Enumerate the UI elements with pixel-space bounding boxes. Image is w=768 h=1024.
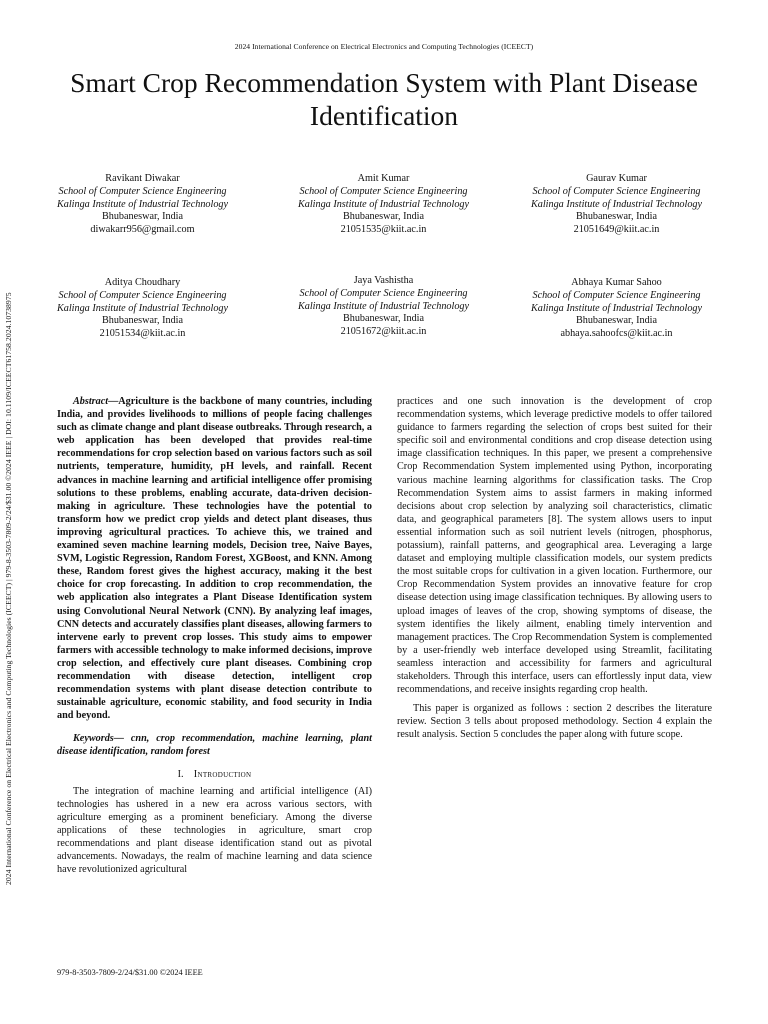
author-dept: School of Computer Science Engineering <box>532 185 701 197</box>
section-title: Introduction <box>193 768 252 780</box>
abstract-text: Agriculture is the backbone of many countries, including India, and provides livelihoods to millions of people facing challenges such as climate change and plant disease outbreaks. Through research, a web application has been developed that provides real-time recommendations for crop selection based on various factors such as soil nutrients, temperature, humidity, pH levels, and rainfall. Recent advances in machine learning and artificial intelligence offer promising solutions to these problems, enabling accurate, data-driven decision-making in agriculture. These technologies have the potential to transform how we predict crop yields and detect plant diseases, thus improving agricultural practices. To achieve this, we trained and examined seven machine learning models, Decision tree, Naive Bayes, SVM, Logistic Regression, Random Forest, XGBoost, and KNN. Among these, Random forest gives the highest accuracy, making it the best choice for crop forecasting. In addition to crop recommendation, the web application also integrates a Plant Disease Identification system using Convolutional Neural Network (CNN). By analyzing leaf images, CNN detects and accurately classifies plant diseases, allowing farmers to intervene early to prevent crop losses. This study aims to empower farmers with accessible technology to make informed decisions, improve crop selection, and effectively cure plant diseases. Combining crop recommendation with disease detection, intelligent crop recommendation systems with plant disease detection contribute to sustainable agriculture, economic stability, and food security in India and beyond. <box>57 396 372 722</box>
author-name: Aditya Choudhary <box>104 277 181 288</box>
author-institute: Kalinga Institute of Industrial Technology <box>297 198 470 210</box>
author-institute: Kalinga Institute of Industrial Technology <box>297 300 470 312</box>
author-name: Amit Kumar <box>357 173 410 184</box>
author-name: Gaurav Kumar <box>586 173 647 184</box>
author-email: 21051649@kiit.ac.in <box>573 224 660 236</box>
author-location: Bhubaneswar, India <box>342 313 425 325</box>
author-location: Bhubaneswar, India <box>342 211 425 223</box>
abstract-label: Abstract <box>73 396 109 407</box>
author-dept: School of Computer Science Engineering <box>58 185 227 197</box>
paper-title: Smart Crop Recommendation System with Plant Disease Identification <box>70 67 698 131</box>
author-block <box>529 277 704 341</box>
section-heading <box>57 768 372 781</box>
keywords-label: Keywords <box>73 733 114 745</box>
author-name: Ravikant Diwakar <box>105 173 180 184</box>
copyright-footer: 979-8-3503-7809-2/24/$31.00 ©2024 IEEE <box>57 968 203 977</box>
author-location: Bhubaneswar, India <box>101 315 184 327</box>
keywords-text: — cnn, crop recommendation, machine learning, plant disease identification, random forest <box>57 733 372 758</box>
author-block <box>296 173 471 237</box>
conference-header: 2024 International Conference on Electrical Electronics and Computing Technologies (ICEECT) <box>234 42 534 51</box>
section-number: I. <box>177 768 184 780</box>
author-institute: Kalinga Institute of Industrial Technology <box>530 198 703 210</box>
author-block <box>529 173 704 237</box>
author-institute: Kalinga Institute of Industrial Technology <box>56 198 229 210</box>
author-location: Bhubaneswar, India <box>575 211 658 223</box>
author-email: 21051672@kiit.ac.in <box>340 326 427 338</box>
side-doi-strip <box>4 110 16 885</box>
intro-paragraph-1: The integration of machine learning and artificial intelligence (AI) technologies has ushered in a new era across various sectors, with agriculture emerging as a prominent beneficiary. Among the diverse applications of these technologies in agriculture, smart crop recommendations and plant disease identification stand out as pivotal advancements. Nowadays, the realm of machine learning and data science have revolutionized agricultural <box>57 785 372 876</box>
author-location: Bhubaneswar, India <box>101 211 184 223</box>
author-name: Jaya Vashistha <box>353 275 414 286</box>
author-email: diwakarr956@gmail.com <box>90 224 195 236</box>
abstract <box>57 395 372 722</box>
author-name: Abhaya Kumar Sahoo <box>571 277 662 288</box>
author-location: Bhubaneswar, India <box>575 315 658 327</box>
author-institute: Kalinga Institute of Industrial Technology <box>530 302 703 314</box>
author-block <box>296 275 471 339</box>
intro-paragraph-2: This paper is organized as follows : section 2 describes the literature review. Section 3 tells about proposed methodology. Section 4 explain the result analysis. Section 5 concludes the paper along with future scope. <box>397 703 712 741</box>
author-institute: Kalinga Institute of Industrial Technology <box>56 302 229 314</box>
author-dept: School of Computer Science Engineering <box>532 289 701 301</box>
left-column <box>57 395 372 876</box>
author-dept: School of Computer Science Engineering <box>299 185 468 197</box>
author-email: abhaya.sahoofcs@kiit.ac.in <box>560 328 673 340</box>
keywords <box>57 732 372 758</box>
author-dept: School of Computer Science Engineering <box>299 287 468 299</box>
abstract-dash: — <box>108 396 119 407</box>
side-doi-text: 2024 International Conference on Electrical Electronics and Computing Technologies (ICEECT) | 979-8-3503-7809-2/24/$31.00 ©2024 IEEE | DOI: 10.1109/ICEECT61758.2024.10738975 <box>4 292 13 885</box>
author-block <box>55 173 230 237</box>
author-dept: School of Computer Science Engineering <box>58 289 227 301</box>
right-column <box>397 395 712 741</box>
author-block <box>55 277 230 341</box>
author-email: 21051534@kiit.ac.in <box>99 328 186 340</box>
author-email: 21051535@kiit.ac.in <box>340 224 427 236</box>
intro-paragraph-1-continued: practices and one such innovation is the development of crop recommendation systems, which leverage predictive models to offer tailored guidance to farmers regarding the selection of crops best suited for their specific soil and environmental conditions and crop disease detection using image classification techniques. In this paper, we present a comprehensive Crop Recommendation System implemented using Python, incorporating various machine learning algorithms for classification tasks. The Crop Recommendation System aims to assist farmers in making informed decisions about crop selection by analyzing soil characteristics, climatic data, and geographical parameters [8]. The system allows users to input essential information such as soil nutrient levels (nitrogen, phosphorus, potassium), rainfall patterns, and geographical area. Leveraging a large dataset and employing multiple classification models, our system predicts the most suitable crops for cultivation in a given location. Furthermore, our Crop Recommendation System provides an innovative feature for crop disease detection using image classification techniques. By allowing users to upload images of leaves of the crop, showing symptoms of disease, the system identifies the likely ailment, enabling timely intervention and management practices. The Crop Recommendation System is complemented by a user-friendly web interface developed using Streamlit, facilitating seamless interaction and accessibility for farmers and agricultural stakeholders. Through this interface, users can effortlessly input data, view recommendations, and receive insights regarding crop health. <box>397 396 712 696</box>
